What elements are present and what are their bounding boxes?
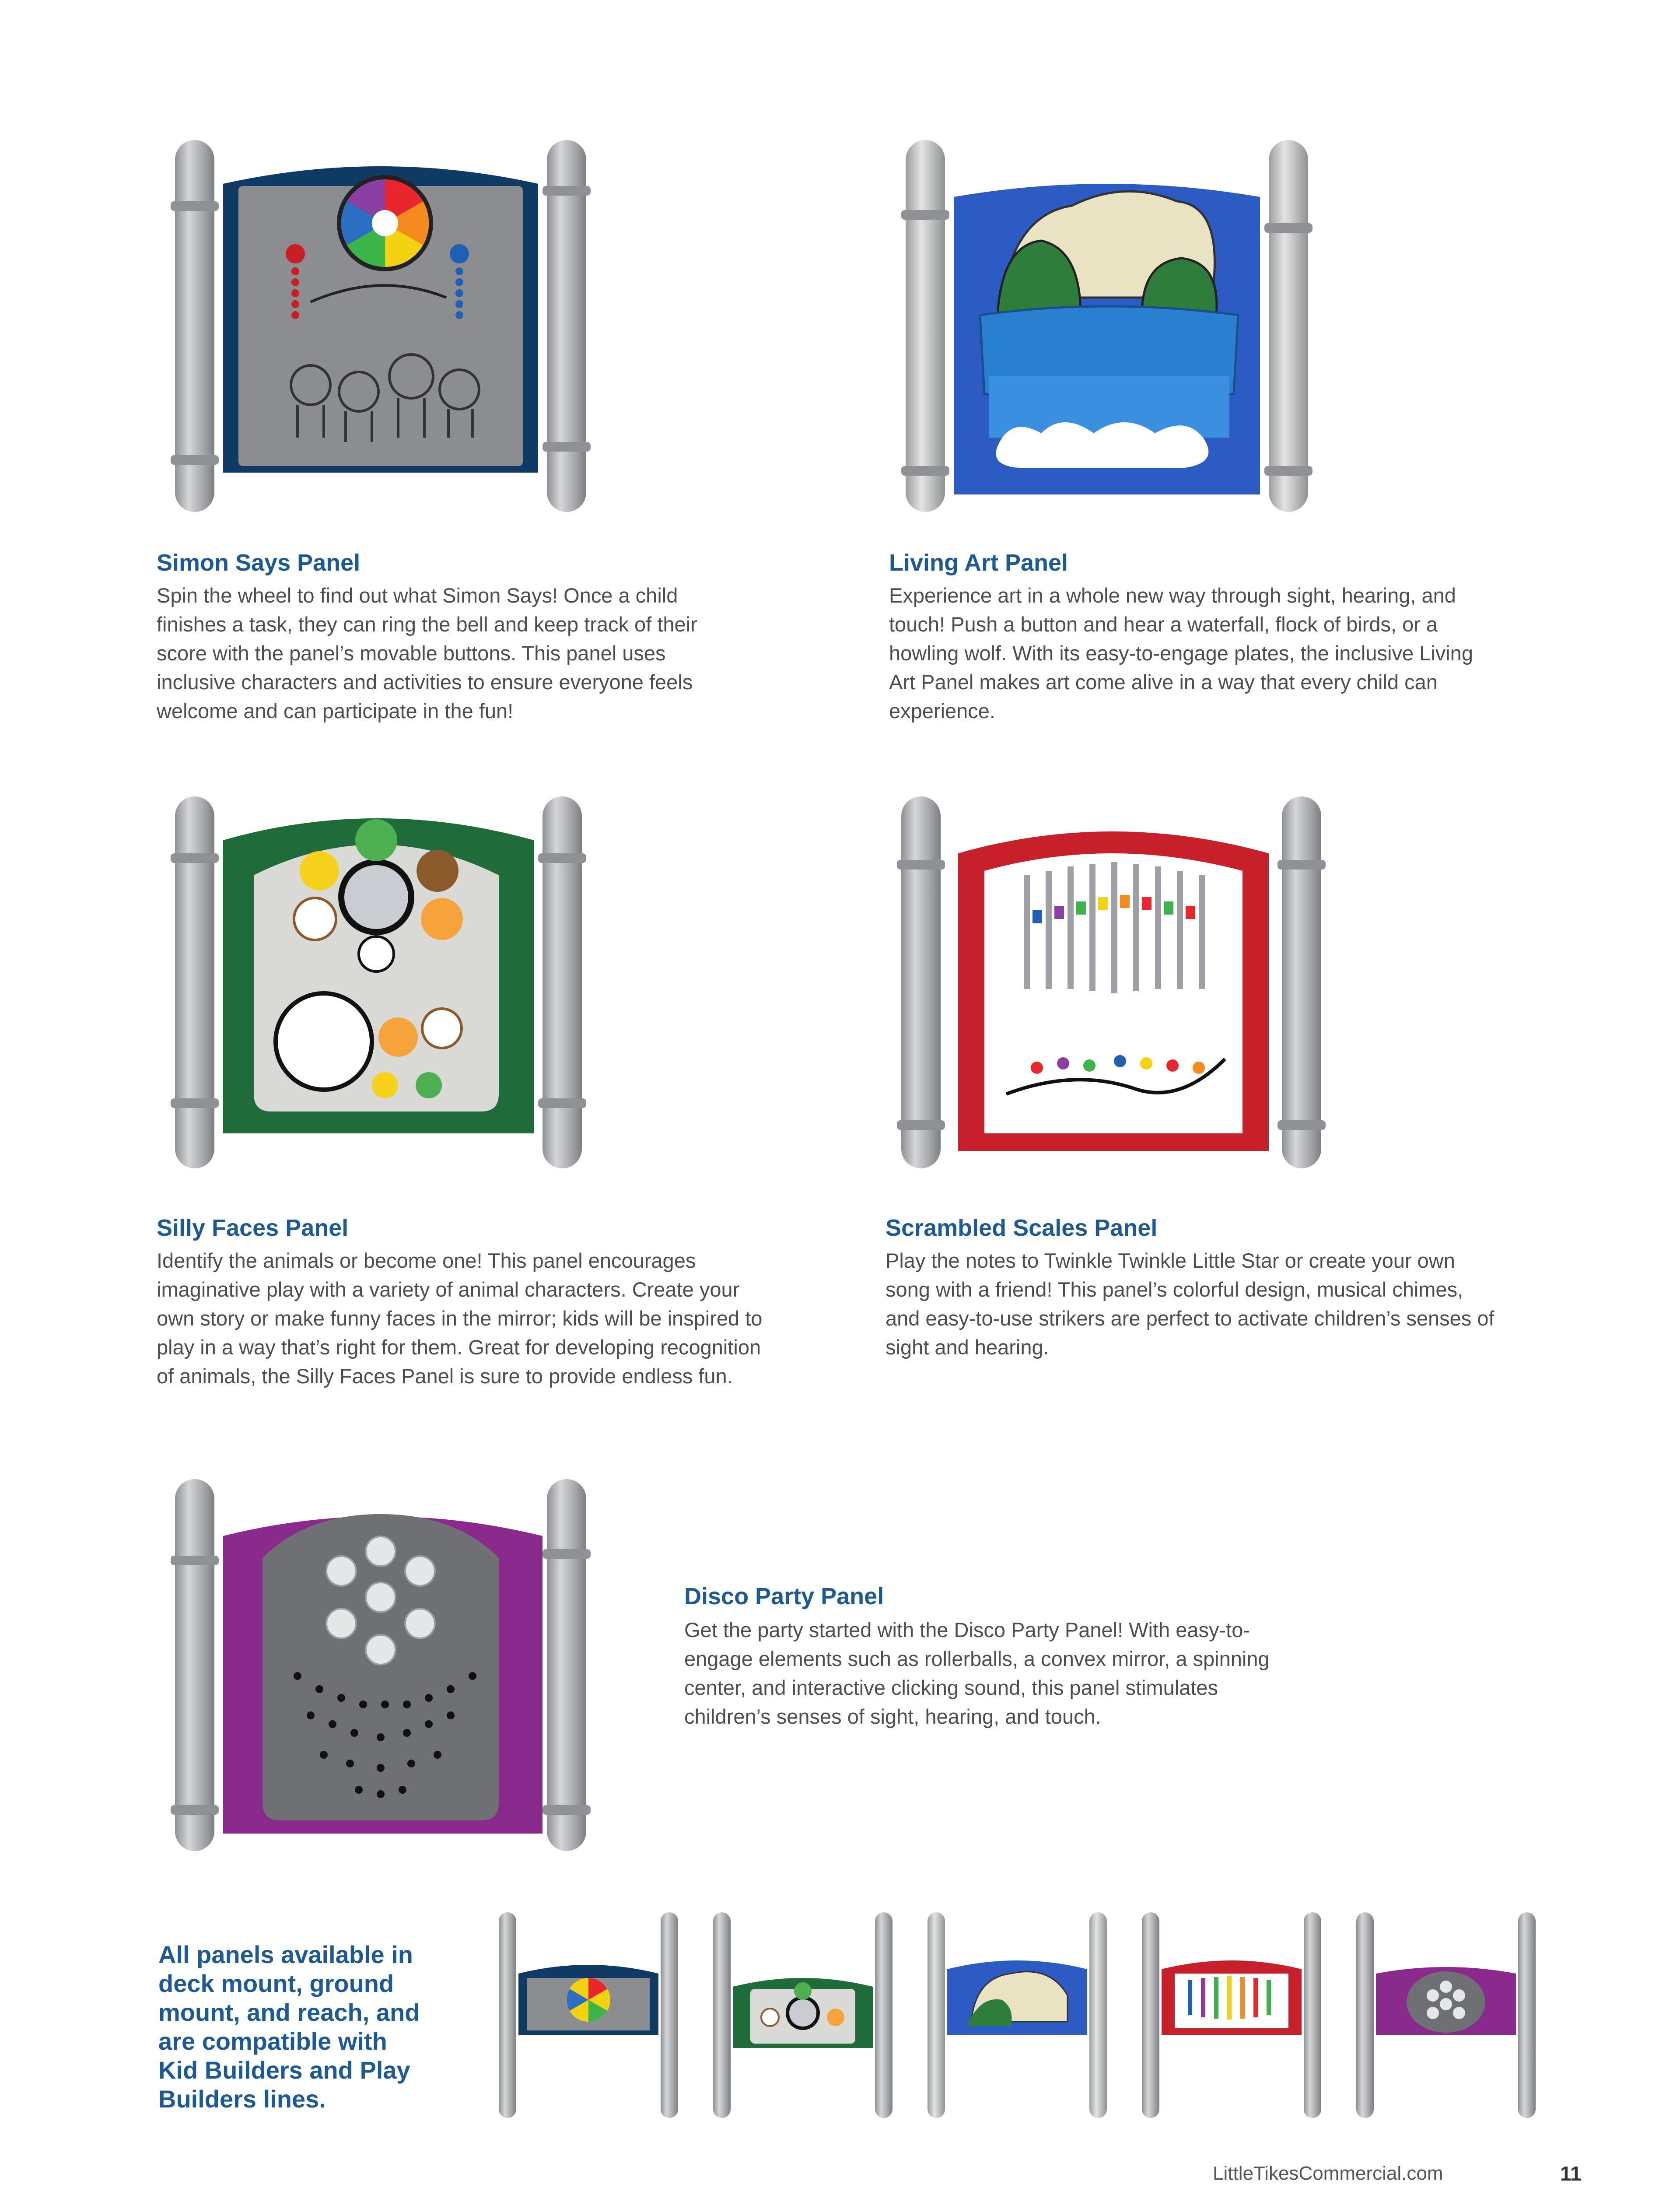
left-post bbox=[175, 1479, 214, 1851]
left-post bbox=[901, 796, 941, 1168]
clamp bbox=[901, 466, 949, 476]
animal-group bbox=[422, 1009, 462, 1048]
spinner-wheel bbox=[337, 175, 433, 271]
right-post bbox=[547, 1479, 586, 1851]
panel-description: Experience art in a whole new way through sight, hearing, and touch! Push a button and hear a waterfall, flock of birds, or a howling wolf. With its easy-to-engage plates, the inclusive Living Art Panel makes art come alive in a way that every child can experience. bbox=[889, 584, 1473, 722]
thumbnail-simon-says bbox=[494, 1908, 682, 2122]
animal-group bbox=[378, 1017, 418, 1057]
thumbnail-disco-party bbox=[1352, 1908, 1540, 2122]
clamp bbox=[171, 1556, 219, 1565]
clamp bbox=[171, 1805, 219, 1815]
thumbnail-silly-faces bbox=[709, 1908, 897, 2122]
duck-face bbox=[300, 851, 339, 891]
disco-party-panel-image bbox=[166, 1470, 599, 1855]
left-post bbox=[906, 140, 945, 512]
page-number: 11 bbox=[1560, 2162, 1582, 2185]
clouds bbox=[996, 422, 1208, 468]
scrambled-scales-panel-image bbox=[892, 788, 1330, 1173]
panel-description: Play the notes to Twinkle Twinkle Little Star or create your own song with a friend! This panel’s colorful design, musical chimes, and easy-to-use strikers are perfect to activate children’s senses of sight and hearing. bbox=[886, 1249, 1494, 1359]
availability-note: All panels available in deck mount, ground mount, and reach, and are compatible with Kid Builders and Play Builders lines. bbox=[158, 1941, 420, 2113]
clamp bbox=[897, 860, 945, 870]
clamp bbox=[542, 1549, 591, 1559]
clamp bbox=[171, 455, 219, 465]
right-post bbox=[1269, 140, 1308, 512]
mirror bbox=[341, 862, 411, 932]
panel-description: Identify the animals or become one! This panel encourages imaginative play with a variety of animal characters. Create your own story or make funny faces in the mirror; kids will be inspired to play in a way that’s right for them. Great for developing recognition of animals, the Silly Faces Panel is sure to provide endless fun. bbox=[157, 1249, 763, 1388]
clamp bbox=[542, 442, 591, 452]
right-post bbox=[542, 796, 582, 1168]
living-art-panel-image bbox=[897, 131, 1317, 516]
dog-face bbox=[294, 898, 336, 940]
left-post bbox=[175, 796, 214, 1168]
frog-face bbox=[355, 819, 397, 861]
clamp bbox=[1278, 1120, 1326, 1130]
thumbnail-scrambled-scales bbox=[1138, 1908, 1326, 2122]
cat-face bbox=[421, 898, 463, 940]
clamp bbox=[171, 1098, 219, 1108]
clamp bbox=[542, 1805, 591, 1815]
animal-group bbox=[416, 1072, 442, 1098]
blue-knob bbox=[450, 244, 469, 263]
clamp bbox=[1278, 860, 1326, 870]
clamp bbox=[542, 186, 591, 196]
clamp bbox=[897, 1120, 945, 1130]
clamp bbox=[171, 201, 219, 211]
red-knob bbox=[286, 244, 305, 263]
panda-face bbox=[359, 936, 394, 971]
clamp bbox=[1264, 466, 1312, 476]
silly-faces-panel-image bbox=[166, 788, 595, 1173]
panel-title: Disco Party Panel bbox=[684, 1583, 884, 1609]
thumbnail-living-art bbox=[923, 1908, 1111, 2122]
simon-says-panel-image bbox=[166, 131, 599, 516]
clamp bbox=[171, 853, 219, 863]
chimes bbox=[1024, 862, 1205, 993]
animal-group bbox=[372, 1072, 398, 1098]
panel-title: Silly Faces Panel bbox=[157, 1215, 349, 1241]
right-post bbox=[1282, 796, 1321, 1168]
monkey-face bbox=[416, 850, 458, 892]
panel-description: Spin the wheel to find out what Simon Says! Once a child finishes a task, they can ring the bell and keep track of their score with the panel’s movable buttons. This panel uses inclusive characters and activities to ensure everyone feels welcome and can participate in the fun! bbox=[157, 584, 697, 722]
clamp bbox=[901, 210, 949, 220]
footer-website: LittleTikesCommercial.com bbox=[1213, 2163, 1443, 2184]
panda-body bbox=[276, 993, 372, 1090]
clamp bbox=[538, 1098, 586, 1108]
right-post bbox=[547, 140, 586, 512]
clamp bbox=[1264, 223, 1312, 233]
panel-title: Scrambled Scales Panel bbox=[886, 1215, 1158, 1241]
panel-title: Living Art Panel bbox=[889, 550, 1068, 576]
panel-title: Simon Says Panel bbox=[157, 550, 360, 576]
panel-description: Get the party started with the Disco Party Panel! With easy-to- engage elements such as rollerballs, a convex mirror, a spinning center, and interactive clicking sound, this panel stimulates children’s senses of sight, hearing, and touch. bbox=[684, 1618, 1270, 1728]
clamp bbox=[538, 853, 586, 863]
